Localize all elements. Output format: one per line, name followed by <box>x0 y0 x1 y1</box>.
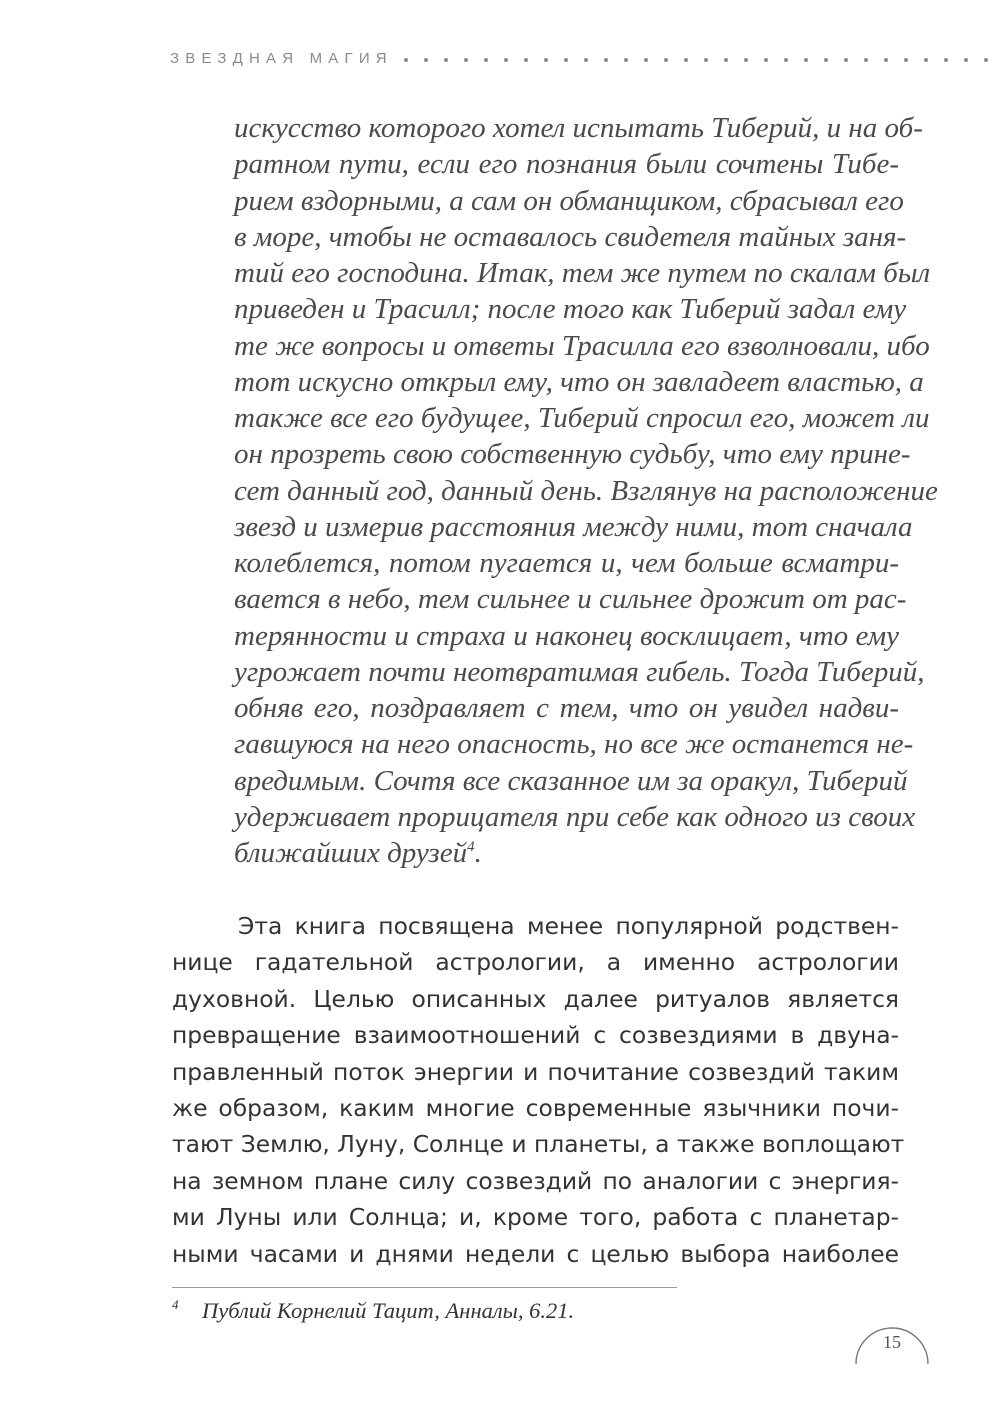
ornament-dot <box>424 58 428 62</box>
quote-line: сет данный год, данный день. Взглянув на расположение <box>234 474 938 507</box>
running-head-title: ЗВЕЗДНАЯ МАГИЯ <box>170 50 393 67</box>
page-number-badge <box>852 1322 932 1366</box>
quote-line: терянности и страха и наконец восклицает, что ему <box>234 619 899 652</box>
body-line: правленный поток энергии и почитание созвездий таким <box>172 1057 899 1086</box>
ornament-dot <box>744 58 748 62</box>
ornament-dot <box>924 58 928 62</box>
body-line: духовной. Целью описанных далее ритуалов является <box>172 984 899 1013</box>
body-line: на земном плане силу созвездий по аналогии с энергия- <box>172 1166 899 1195</box>
ornament-dot <box>584 58 588 62</box>
ornament-dot <box>404 58 408 62</box>
ornament-dot <box>624 58 628 62</box>
ornament-dot <box>524 58 528 62</box>
ornament-dot <box>784 58 788 62</box>
footnote-mark: 4 <box>172 1297 179 1312</box>
ornament-dot <box>504 58 508 62</box>
quote-line: тот искусно открыл ему, что он завладеет властью, а <box>234 365 924 398</box>
ornament-dot <box>964 58 968 62</box>
ornament-dot <box>664 58 668 62</box>
block-quote <box>234 110 938 871</box>
body-paragraph <box>172 908 905 1272</box>
page-number: 15 <box>883 1332 901 1352</box>
body-line: тают Землю, Луну, Солнце и планеты, а также воплощают <box>172 1130 905 1159</box>
ornament-dot <box>984 58 988 62</box>
quote-line: звезд и измерив расстояния между ними, тот сначала <box>234 510 913 543</box>
ornament-dot <box>544 58 548 62</box>
ornament-dot <box>804 58 808 62</box>
quote-line: вается в небо, тем сильнее и сильнее дрожит от рас- <box>234 583 907 616</box>
body-line: Эта книга посвящена менее популярной родствен- <box>238 912 899 940</box>
ornament-dot <box>764 58 768 62</box>
quote-line: рием вздорными, а сам он обманщиком, сбрасывал его <box>234 184 904 217</box>
body-line: превращение взаимоотношений с созвездиями в двуна- <box>172 1021 899 1050</box>
ornament-dot <box>644 58 648 62</box>
quote-line: вредимым. Сочтя все сказанное им за оракул, Тиберий <box>234 764 908 797</box>
quote-line: те же вопросы и ответы Трасилла его взволновали, ибо <box>234 329 930 362</box>
ornament-dot <box>484 58 488 62</box>
quote-last-line <box>234 835 899 871</box>
running-head-ornament <box>400 46 1000 86</box>
running-head <box>170 46 930 96</box>
body-line: же образом, каким многие современные язычники почи- <box>172 1093 899 1122</box>
body-line: нице гадательной астрологии, а именно астрологии <box>172 948 899 977</box>
quote-line: ратном пути, если его познания были сочтены Тибе- <box>234 148 899 181</box>
body-line: ми Луны или Солнца; и, кроме того, работа с планетар- <box>172 1203 899 1232</box>
quote-line: он прозреть свою собственную судьбу, что ему прине- <box>234 438 911 471</box>
quote-line: в море, чтобы не оставалось свидетеля тайных заня- <box>234 220 907 253</box>
ornament-dot <box>724 58 728 62</box>
footnote <box>172 1297 772 1324</box>
ornament-dot <box>884 58 888 62</box>
ornament-dot <box>824 58 828 62</box>
quote-line: приведен и Трасилл; после того как Тиберий задал ему <box>234 293 907 326</box>
quote-line: обняв его, поздравляет с тем, что он увидел надви- <box>234 692 899 724</box>
quote-line: искусство которого хотел испытать Тиберий, и на об- <box>234 112 923 144</box>
ornament-dot <box>604 58 608 62</box>
ornament-dot <box>444 58 448 62</box>
ornament-dot <box>704 58 708 62</box>
quote-line: колеблется, потом пугается и, чем больше всматри- <box>234 547 899 579</box>
quote-line: также все его будущее, Тиберий спросил его, может ли <box>234 402 930 434</box>
quote-last-line-text: ближайших друзей <box>234 837 468 869</box>
footnote-reference[interactable]: 4 <box>467 839 475 855</box>
ornament-dot <box>564 58 568 62</box>
quote-line: гавшуюся на него опасность, но все же останется не- <box>234 728 914 761</box>
ornament-dot <box>904 58 908 62</box>
quote-line: удерживает прорицателя при себе как одного из своих <box>234 800 916 833</box>
footnote-text: Публий Корнелий Тацит, Анналы, 6.21. <box>202 1298 575 1323</box>
ornament-dot <box>864 58 868 62</box>
footnote-divider <box>172 1287 677 1288</box>
ornament-dot <box>684 58 688 62</box>
quote-line: тий его господина. Итак, тем же путем по скалам был <box>234 257 931 289</box>
ornament-dot <box>844 58 848 62</box>
ornament-dot <box>944 58 948 62</box>
quote-end-punctuation: . <box>474 837 482 869</box>
ornament-dot <box>464 58 468 62</box>
body-line: ными часами и днями недели с целью выбора наиболее <box>172 1239 899 1268</box>
quote-line: угрожает почти неотвратимая гибель. Тогда Тиберий, <box>234 655 925 688</box>
